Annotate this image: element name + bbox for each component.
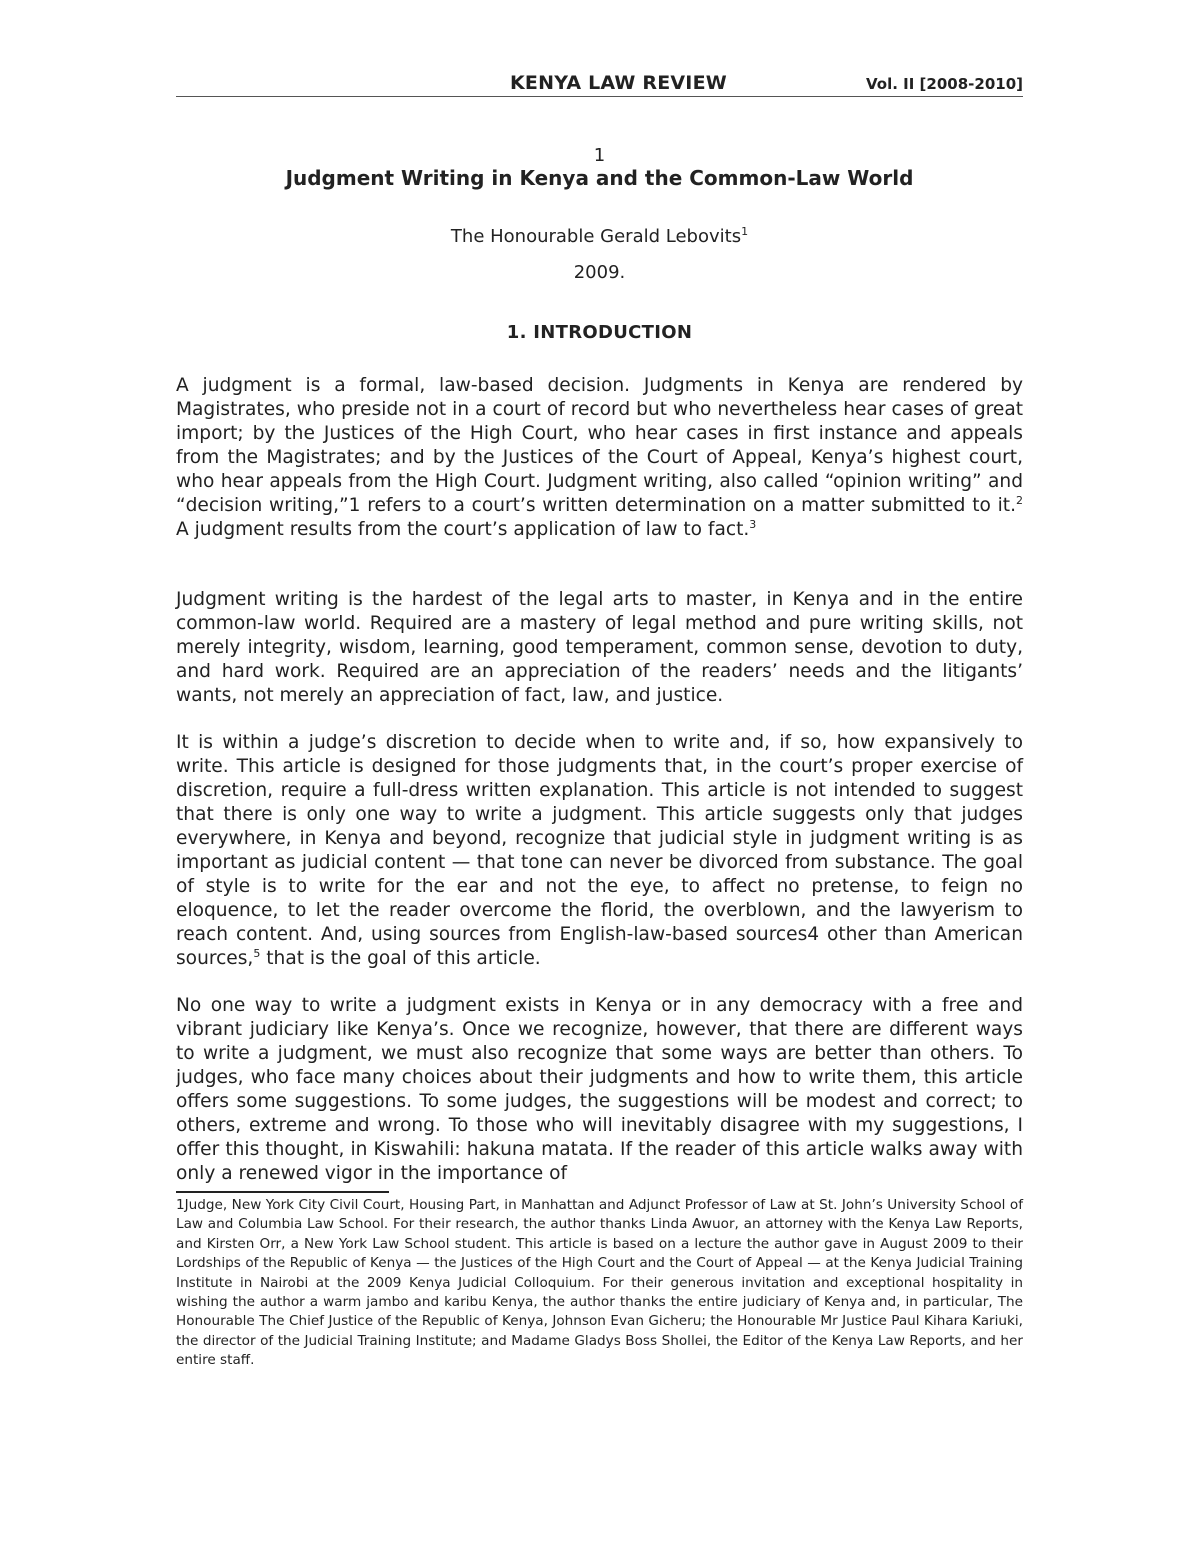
footnote-divider <box>176 1191 389 1193</box>
paragraph-3-text-b: that is the goal of this article. <box>260 948 541 969</box>
publication-year: 2009. <box>573 262 626 283</box>
footnote-marker-3[interactable]: 3 <box>749 517 757 531</box>
footnote-marker-2[interactable]: 2 <box>1016 493 1023 507</box>
journal-title: KENYA LAW REVIEW <box>510 72 727 94</box>
paragraph-1 <box>176 374 1023 542</box>
paragraph-1-text-b: A judgment results from the court’s application of law to fact. <box>176 519 750 540</box>
section-heading: 1. INTRODUCTION <box>506 322 693 343</box>
paragraph-3-text-a: It is within a judge’s discretion to decide when to write and, if so, how expansively to write. This article is designed for those judgments that, in the court’s proper exercise of discretion, require a full-dress written explanation. This article is not intended to suggest that there is only one way to write a judgment. This article suggests only that judges everywhere, in Kenya and beyond, recognize that judicial style in judgment writing is as important as judicial content — that tone can never be divorced from substance. The goal of style is to write for the ear and not the eye, to affect no pretense, to feign no eloquence, to let the reader overcome the florid, the overblown, and the lawyerism to reach content. And, using sources from English-law-based sources4 other than American sources, <box>176 732 1023 969</box>
paragraph-1-text-a: A judgment is a formal, law-based decision. Judgments in Kenya are rendered by Magistrates, who preside not in a court of record but who nevertheless hear cases of great import; by the Justices of the High Court, who hear cases in first instance and appeals from the Magistrates; and by the Justices of the Court of Appeal, Kenya’s highest court, who hear appeals from the High Court. Judgment writing, also called “opinion writing” and “decision writing,”1 refers to a court’s written determination on a matter submitted to it. <box>176 375 1023 516</box>
author-footnote-marker[interactable]: 1 <box>741 225 749 238</box>
paragraph-3 <box>176 731 1023 971</box>
running-header <box>176 72 1023 97</box>
article-number: 1 <box>593 145 606 166</box>
volume-label: Vol. II [2008-2010] <box>866 75 1023 93</box>
author-name: The Honourable Gerald Lebovits <box>450 226 742 247</box>
footnote-1: 1Judge, New York City Civil Court, Housing Part, in Manhattan and Adjunct Professor of Law at St. John’s University School of Law and Columbia Law School. For their research, the author thanks Linda Awuor, an attorney with the Kenya Law Reports, and Kirsten Orr, a New York Law School student. This article is based on a lecture the author gave in August 2009 to their Lordships of the Republic of Kenya — the Justices of the High Court and the Court of Appeal — at the Kenya Judicial Training Institute in Nairobi at the 2009 Kenya Judicial Colloquium. For their generous invitation and exceptional hospitality in wishing the author a warm jambo and karibu Kenya, the author thanks the entire judiciary of Kenya and, in particular, The Honourable The Chief Justice of the Republic of Kenya, Johnson Evan Gicheru; the Honourable Mr Justice Paul Kihara Kariuki, the director of the Judicial Training Institute; and Madame Gladys Boss Shollei, the Editor of the Kenya Law Reports, and her entire staff. <box>176 1197 1023 1369</box>
footnote-marker-5[interactable]: 5 <box>253 946 261 960</box>
paragraph-4: No one way to write a judgment exists in Kenya or in any democracy with a free and vibrant judiciary like Kenya’s. Once we recognize, however, that there are different ways to write a judgment, we must also recognize that some ways are better than others. To judges, who face many choices about their judgments and how to write them, this article offers some suggestions. To some judges, the suggestions will be modest and correct; to others, extreme and wrong. To those who will inevitably disagree with my suggestions, I offer this thought, in Kiswahili: hakuna matata. If the reader of this article walks away with only a renewed vigor in the importance of <box>176 995 1023 1184</box>
author-line <box>176 226 1023 247</box>
article-title: Judgment Writing in Kenya and the Common-Law World <box>285 166 914 190</box>
paragraph-2: Judgment writing is the hardest of the legal arts to master, in Kenya and in the entire common-law world. Required are a mastery of legal method and pure writing skills, not merely integrity, wisdom, learning, good temperament, common sense, devotion to duty, and hard work. Required are an appreciation of the readers’ needs and the litigants’ wants, not merely an appreciation of fact, law, and justice. <box>176 589 1023 706</box>
